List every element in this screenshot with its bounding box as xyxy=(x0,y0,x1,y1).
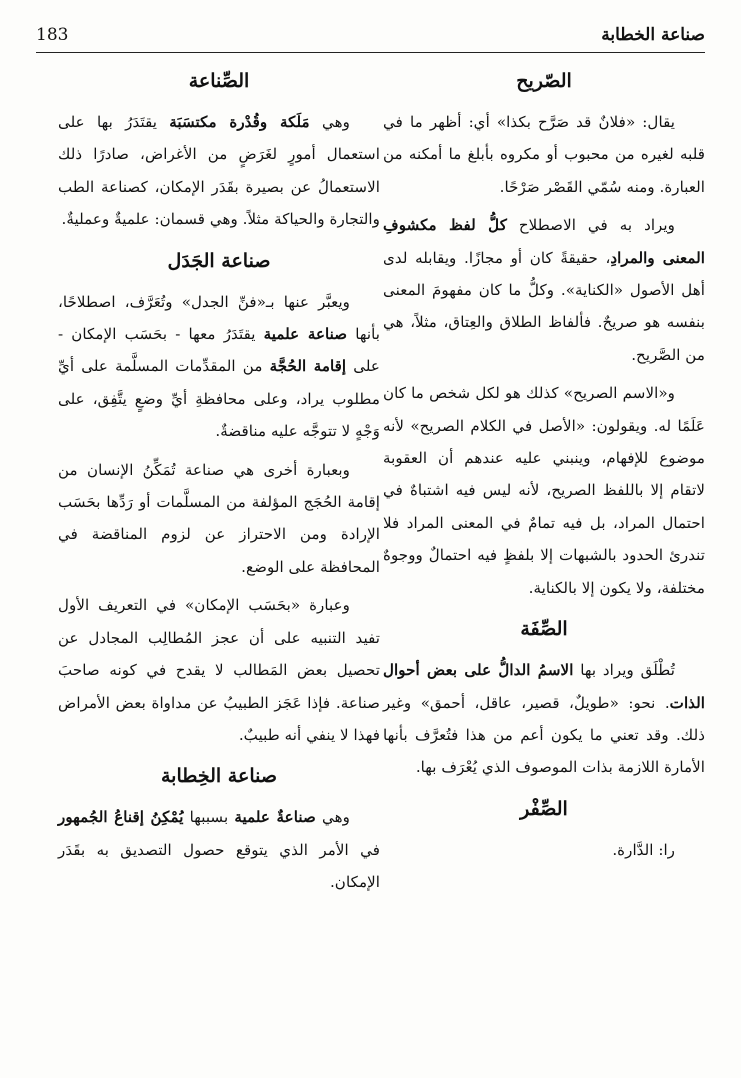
text-run: تُطْلَق ويراد بها xyxy=(573,661,675,680)
paragraph-sinaa xyxy=(58,106,380,236)
paragraph-sifa xyxy=(383,654,705,784)
heading-sifr: الصِّفْر xyxy=(520,797,568,820)
paragraph-sarih-2 xyxy=(383,209,705,371)
text-run: بسببها xyxy=(183,808,235,827)
bold-term: صناعةٌ علمية xyxy=(234,808,316,827)
paragraph-jadal-2: وبعبارة أخرى هي صناعة تُمَكِّنُ الإنسان من إقامة الحُجَج المؤلفة من المسلَّمات أو رَدِّها بحَسَب الإرادة ومن الاحتراز عن لزوم المناقضة في المحافظة على الوضع. xyxy=(58,460,380,576)
right-column xyxy=(383,64,705,872)
text-run: وهي xyxy=(315,808,350,827)
paragraph-sarih-1: يقال: «فلانٌ قد صَرَّح بكذا» أي: أظهر ما في قلبه لغيره من محبوب أو مكروه بأبلغ ما أمكنه من العبارة. ومنه سُمّي القَصْر صَرْحًا. xyxy=(383,113,705,196)
paragraph-sifr: را: الدَّارة. xyxy=(612,840,675,859)
bold-term: صناعة علمية xyxy=(263,325,348,344)
heading-sinaa: الصِّناعة xyxy=(188,70,250,92)
heading-khitaba: صناعة الخِطابة xyxy=(161,765,277,788)
text-run: يقتَدَرُ معها - بحَسَب الإمكان - على xyxy=(58,325,380,376)
bold-term: إقامة الحُجَّة xyxy=(269,357,347,376)
text-run: ويراد به في الاصطلاح xyxy=(506,216,675,235)
heading-sifa: الصِّفَة xyxy=(520,618,568,641)
left-column xyxy=(58,64,380,905)
text-run: من المقدِّمات المسلَّمة على أيِّ مطلوب يراد، وعلى محافظةِ أيِّ وضعٍ يتَّفِق، على وَجْهٍ لا تتوجَّه عليه مناقضةٌ. xyxy=(58,357,380,441)
text-run: في الأمر الذي يتوقع حصول التصديق به بقَدَر الإمكان. xyxy=(58,840,380,892)
bold-term: الاسمُ الدالُّ على بعض أحوال الذات xyxy=(383,661,705,712)
bold-term: مَلَكة وقُدْرة مكتسَبَة xyxy=(169,113,310,131)
text-run: وهي xyxy=(309,113,350,131)
bold-term: يُمْكِنُ إقناعُ الجُمهور xyxy=(58,808,184,827)
heading-sarih: الصّريح xyxy=(516,70,572,92)
page-header xyxy=(36,22,705,53)
running-head: صناعة الخطابة xyxy=(601,25,705,45)
paragraph-khitaba xyxy=(58,801,380,898)
paragraph-jadal-3: وعبارة «بحَسَب الإمكان» في التعريف الأول تفيد التنبيه على أن عجز المُطالِب المجادل عن تحصيل بعض المَطالب لا يقدح في كونه صاحبَ صناعة. فإذا عَجَز الطبيبُ عن مداواة بعض الأمراض فهذا لا ينفي أنه طبيبٌ. xyxy=(58,596,380,744)
text-run: يقتَدَرُ بها على استعمال أمورٍ لغَرَضٍ من الأغراض، صادرًا ذلك الاستعمالُ عن بصيرة بقَدَر الإمكان، كصناعة الطب والتجارة والحياكة مثلاً. وهي قسمان: علميةٌ وعمليةٌ. xyxy=(58,113,380,229)
paragraph-jadal-1 xyxy=(58,286,380,448)
paragraph-sarih-3: و«الاسم الصريح» كذلك هو لكل شخص ما كان عَلَمًا له. ويقولون: «الأصل في الكلام الصريح» لأنه موضوع للإفهام، وينبني عليه عندهم أن العقوبة لاتقام إلا باللفظ الصريح، لأنه ليس فيه اشتباهٌ في احتمال المراد، بل فيه تمامٌ في المعنى المراد فلا تندرئ الحدود بالشبهات إلا بلفظٍ فيه احتمالٌ ووجوهٌ مختلفة، ولا يكون إلا بالكناية. xyxy=(383,384,705,597)
text-run: ، حقيقةً كان أو مجازًا. ويقابله لدى أهل الأصول «الكناية». وكلُّ ما كان مفهومَ المعنى بنفسه هو صريحٌ. فألفاظ الطلاق والعِتاق، مثلاً، هي من الصَّريح. xyxy=(383,248,705,364)
page-number: 183 xyxy=(36,25,69,45)
heading-jadal: صناعة الجَدَل xyxy=(167,249,271,272)
text-run: ويعبَّر عنها بـ«فنِّ الجدل» وتُعَرَّف، اصطلاحًا، بأنها xyxy=(58,292,380,344)
bold-term: كلُّ لفظ مكشوفِ المعنى والمرادِ xyxy=(383,216,705,267)
text-run: . نحو: «طويلٌ، قصير، عاقل، أحمق» وغير ذلك. وقد تعني ما يكون أعم من هذا فتُعرَّف بأنها الأمارة اللازمة بذات الموصوف الذي يُعْرَف بها. xyxy=(383,693,705,777)
